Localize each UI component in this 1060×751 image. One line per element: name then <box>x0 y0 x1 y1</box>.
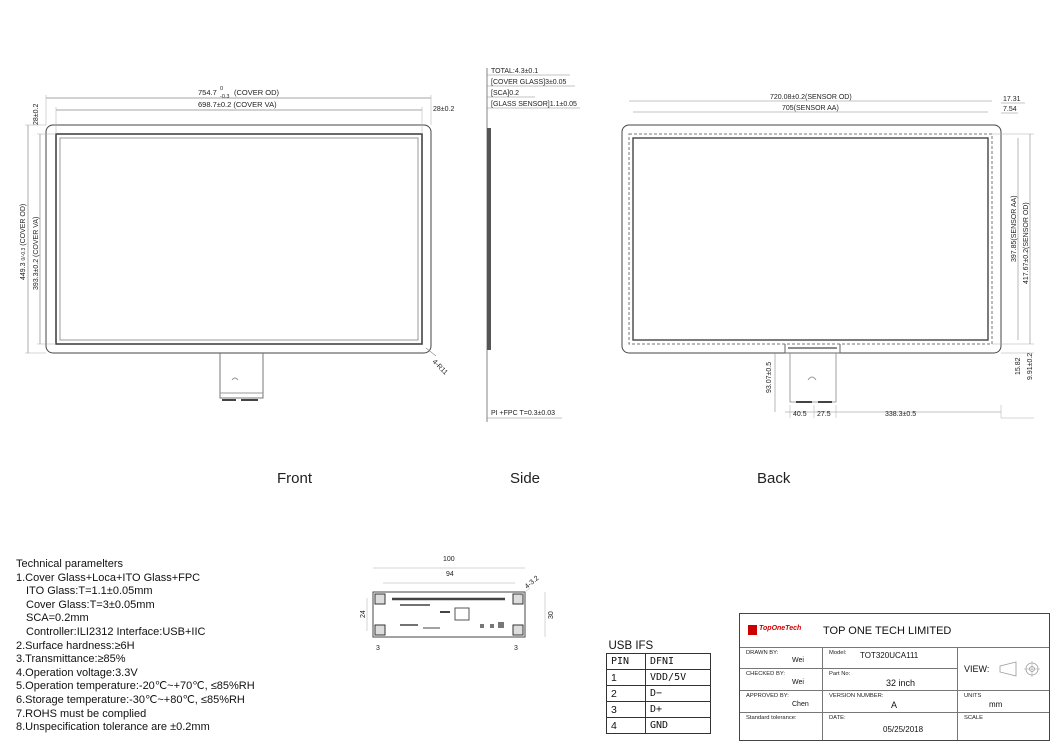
back-dim-17: 17.31 <box>1003 96 1021 103</box>
front-dim-left-top: 28±0.2 <box>33 103 40 125</box>
usb-title: USB IFS <box>607 638 711 654</box>
technical-title: Technical paramelters <box>16 558 123 570</box>
tech-line: 3.Transmittance:≥85% <box>16 653 126 666</box>
company-logo: TopOneTech <box>759 625 802 632</box>
model-value: TOT320UCA111 <box>860 651 919 660</box>
side-glass-sensor: [GLASS SENSOR]1.1±0.05 <box>491 101 577 108</box>
company-name: TOP ONE TECH LIMITED <box>823 625 952 637</box>
back-view <box>622 101 1034 418</box>
pcb-dim-height-right: 30 <box>548 611 555 619</box>
tech-line: SCA=0.2mm <box>26 612 89 625</box>
company-logo-icon <box>748 625 757 635</box>
table-row <box>607 670 711 686</box>
front-view <box>25 95 436 400</box>
tech-line: 2.Surface hardness:≥6H <box>16 639 135 652</box>
usb-pin: 3 <box>607 702 646 718</box>
scale-label: SCALE <box>964 715 984 721</box>
tech-line: 1.Cover Glass+Loca+ITO Glass+FPC <box>16 571 201 584</box>
approved-by-label: APPROVED BY: <box>746 693 789 699</box>
back-dim-338: 338.3±0.5 <box>885 411 917 418</box>
table-row <box>607 686 711 702</box>
side-cover-glass: [COVER GLASS]3±0.05 <box>491 79 567 86</box>
side-panel <box>487 128 491 350</box>
version-label: VERSION NUMBER: <box>829 693 884 699</box>
front-cover-outline <box>46 125 431 353</box>
usb-signal: VDD/5V <box>645 670 710 686</box>
projection-icon <box>998 660 1042 678</box>
front-dim-cover-od-suffix: (COVER OD) <box>234 88 279 97</box>
front-caption: Front <box>277 470 313 487</box>
title-block <box>739 613 1050 741</box>
usb-pin-table <box>606 638 711 734</box>
model-label: Model: <box>829 650 847 656</box>
front-dim-cover-od: 754.7 <box>198 88 217 97</box>
drawn-by-label: DRAWN BY: <box>746 650 779 656</box>
back-dim-40: 40.5 <box>793 411 807 418</box>
back-dim-sensor-od: 720.08±0.2(SENSOR OD) <box>770 94 852 101</box>
front-dim-cover-od-tol-bottom: -0.3 <box>220 94 230 100</box>
side-sca: [SCA]0.2 <box>491 90 520 97</box>
part-value: 32 inch <box>886 678 916 688</box>
side-total: TOTAL:4.3±0.1 <box>491 68 539 75</box>
tech-line: 5.Operation temperature:-20℃~+70℃, ≤85%RH <box>16 680 255 693</box>
side-view <box>487 68 580 422</box>
approved-by-value: Chen <box>792 701 809 708</box>
pcb-dim-width-inner: 94 <box>446 571 454 578</box>
checked-by-label: CHECKED BY: <box>746 671 785 677</box>
front-dim-right: 28±0.2 <box>433 106 455 113</box>
back-dim-sensor-aa: 705(SENSOR AA) <box>782 105 839 112</box>
back-caption: Back <box>757 470 791 487</box>
back-dim-7: 7.54 <box>1003 106 1017 113</box>
tech-line: 7.ROHS must be complied <box>16 707 147 720</box>
part-label: Part No: <box>829 671 851 677</box>
pcb-drawing <box>367 568 545 637</box>
pcb-dim-bottom-left: 3 <box>376 645 380 652</box>
back-dim-15: 15.82 <box>1015 357 1022 375</box>
usb-header-pin: PIN <box>607 654 646 670</box>
tech-line: 8.Unspecification tolerance are ±0.2mm <box>16 721 210 734</box>
table-row <box>607 702 711 718</box>
tech-line: 6.Storage temperature:-30℃~+80℃, ≤85%RH <box>16 693 245 706</box>
back-dim-right-od: 417.67±0.2(SENSOR OD) <box>1023 202 1030 284</box>
table-row <box>607 718 711 734</box>
technical-parameters <box>16 558 255 735</box>
side-caption: Side <box>510 470 541 487</box>
back-cover-outline <box>622 125 1001 353</box>
front-dim-cover-va: 698.7±0.2 (COVER VA) <box>198 100 277 109</box>
front-dim-left-inner: 393.3±0.2 (COVER VA) <box>33 216 40 290</box>
pcb-dim-bottom-right: 3 <box>514 645 518 652</box>
side-fpc: PI +FPC T=0.3±0.03 <box>491 410 556 417</box>
version-value: A <box>891 700 898 710</box>
usb-signal: GND <box>645 718 710 734</box>
pcb-dim-height-left: 24 <box>360 610 367 618</box>
date-value: 05/25/2018 <box>883 725 924 734</box>
date-label: DATE: <box>829 715 846 721</box>
back-dim-9: 9.91±0.2 <box>1027 352 1034 380</box>
back-dim-27: 27.5 <box>817 411 831 418</box>
tech-line: Cover Glass:T=3±0.05mm <box>26 598 155 611</box>
tech-line: 4.Operation voltage:3.3V <box>16 666 138 679</box>
back-dim-93: 93.07±0.5 <box>766 361 773 393</box>
pcb-dim-width-outer: 100 <box>443 556 455 563</box>
back-dim-right-aa: 397.85(SENSOR AA) <box>1011 195 1018 262</box>
tolerance-label: Standard tolerance: <box>746 715 797 721</box>
tech-line: ITO Glass:T=1.1±0.05mm <box>26 585 153 598</box>
view-label: VIEW: <box>964 664 990 674</box>
usb-signal: D+ <box>645 702 710 718</box>
pcb-dim-corner: 4-3.2 <box>523 574 541 591</box>
checked-by-value: Wei <box>792 679 804 686</box>
front-dim-cover-od-tol-top: 0 <box>220 86 224 92</box>
usb-pin: 2 <box>607 686 646 702</box>
units-value: mm <box>989 700 1003 709</box>
usb-header-dfni: DFNI <box>645 654 710 670</box>
units-label: UNITS <box>964 693 982 699</box>
front-va-outline <box>56 134 422 344</box>
usb-signal: D− <box>645 686 710 702</box>
usb-pin: 1 <box>607 670 646 686</box>
drawn-by-value: Wei <box>792 657 804 664</box>
front-corner-radius: 4-R11 <box>430 358 449 377</box>
usb-pin: 4 <box>607 718 646 734</box>
tech-line: Controller:ILI2312 Interface:USB+IIC <box>26 625 206 638</box>
back-sensor-outline <box>629 134 992 344</box>
front-dim-left-outer: 449.3 0/-0.3 (COVER OD) <box>20 203 27 280</box>
